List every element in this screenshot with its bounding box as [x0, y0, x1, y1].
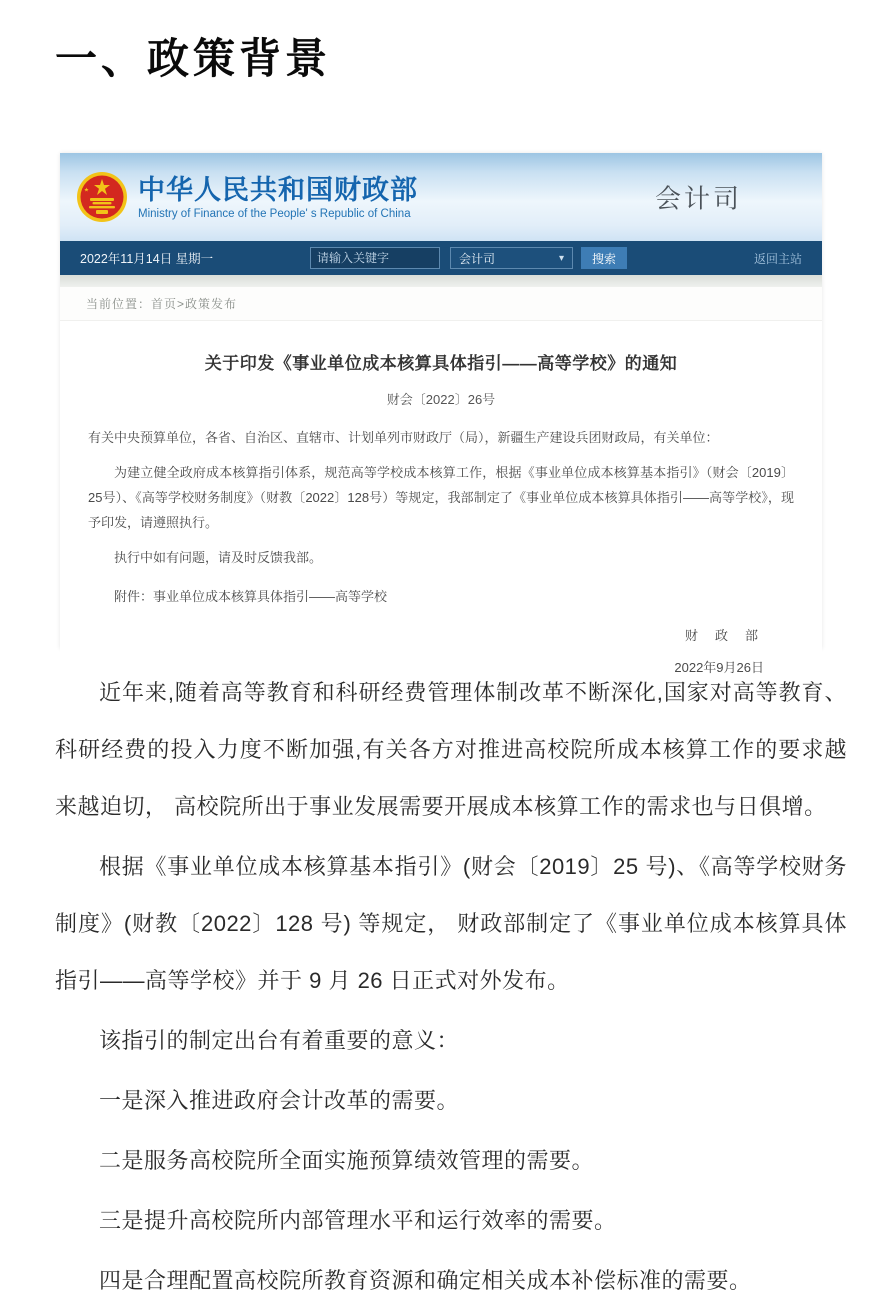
article-paragraph: 根据《事业单位成本核算基本指引》(财会〔2019〕25 号)、《高等学校财务制度》(财教〔2022〕128 号) 等规定， 财政部制定了《事业单位成本核算具体指引——高等学校》并于 9 月 26 日正式对外发布。 [55, 854, 847, 993]
mof-website-screenshot [60, 153, 822, 675]
navbar-shadow-band [60, 275, 822, 287]
site-navbar [60, 241, 822, 275]
site-masthead [60, 153, 822, 241]
notice-sign-date: 2022年9月26日 [674, 660, 764, 675]
search-input[interactable] [310, 247, 440, 269]
breadcrumb-row [60, 287, 822, 321]
national-emblem-icon [76, 171, 128, 223]
page-title: 一、政策背景 [55, 37, 332, 83]
org-name-en: Ministry of Finance of the People' s Republic of China [138, 207, 411, 220]
current-date: 2022年11月14日 星期一 [80, 252, 214, 266]
chevron-down-icon: ▾ [558, 252, 564, 264]
search-scope-value: 会计司 [459, 251, 496, 266]
notice-doc-number: 财会〔2022〕26号 [386, 392, 496, 407]
search-scope-select[interactable] [450, 247, 573, 269]
article-paragraph: 三是提升高校院所内部管理水平和运行效率的需要。 [99, 1208, 617, 1233]
notice-signer: 财 政 部 [684, 628, 760, 643]
article-paragraph: 一是深入推进政府会计改革的需要。 [99, 1088, 460, 1113]
notice-attachment-line: 附件：事业单位成本核算具体指引——高等学校 [114, 589, 388, 604]
article-paragraph: 该指引的制定出台有着重要的意义： [99, 1028, 460, 1053]
org-name-cn: 中华人民共和国财政部 [138, 174, 418, 205]
article-paragraph: 二是服务高校院所全面实施预算绩效管理的需要。 [99, 1148, 595, 1173]
breadcrumb[interactable]: 当前位置：首页>政策发布 [86, 297, 238, 311]
article-body [55, 664, 847, 1312]
org-name-block [138, 175, 418, 220]
notice-body: 为建立健全政府成本核算指引体系，规范高等学校成本核算工作，根据《事业单位成本核算基本指引》（财会〔2019〕25号）、《高等学校财务制度》（财教〔2022〕128号）等规定，我部制定了《事业单位成本核算具体指引——高等学校》，现予印发，请遵照执行。 [88, 465, 794, 530]
notice-feedback-line: 执行中如有问题，请及时反馈我部。 [114, 550, 323, 565]
article-paragraph: 四是合理配置高校院所教育资源和确定相关成本补偿标准的需要。 [99, 1268, 752, 1293]
back-to-main-site-link[interactable]: 返回主站 [753, 251, 802, 266]
article-paragraph: 近年来,随着高等教育和科研经费管理体制改革不断深化,国家对高等教育、科研经费的投入力度不断加强,有关各方对推进高校院所成本核算工作的要求越来越迫切， 高校院所出于事业发展需要开展成本核算工作的需求也与日俱增。 [55, 680, 847, 819]
notice-title: 关于印发《事业单位成本核算具体指引——高等学校》的通知 [204, 354, 678, 373]
notice-document [60, 321, 822, 676]
notice-salutation: 有关中央预算单位，各省、自治区、直辖市、计划单列市财政厅（局），新疆生产建设兵团财政局，有关单位： [88, 430, 719, 445]
department-name: 会计司 [654, 183, 742, 214]
search-button[interactable]: 搜索 [581, 247, 627, 269]
